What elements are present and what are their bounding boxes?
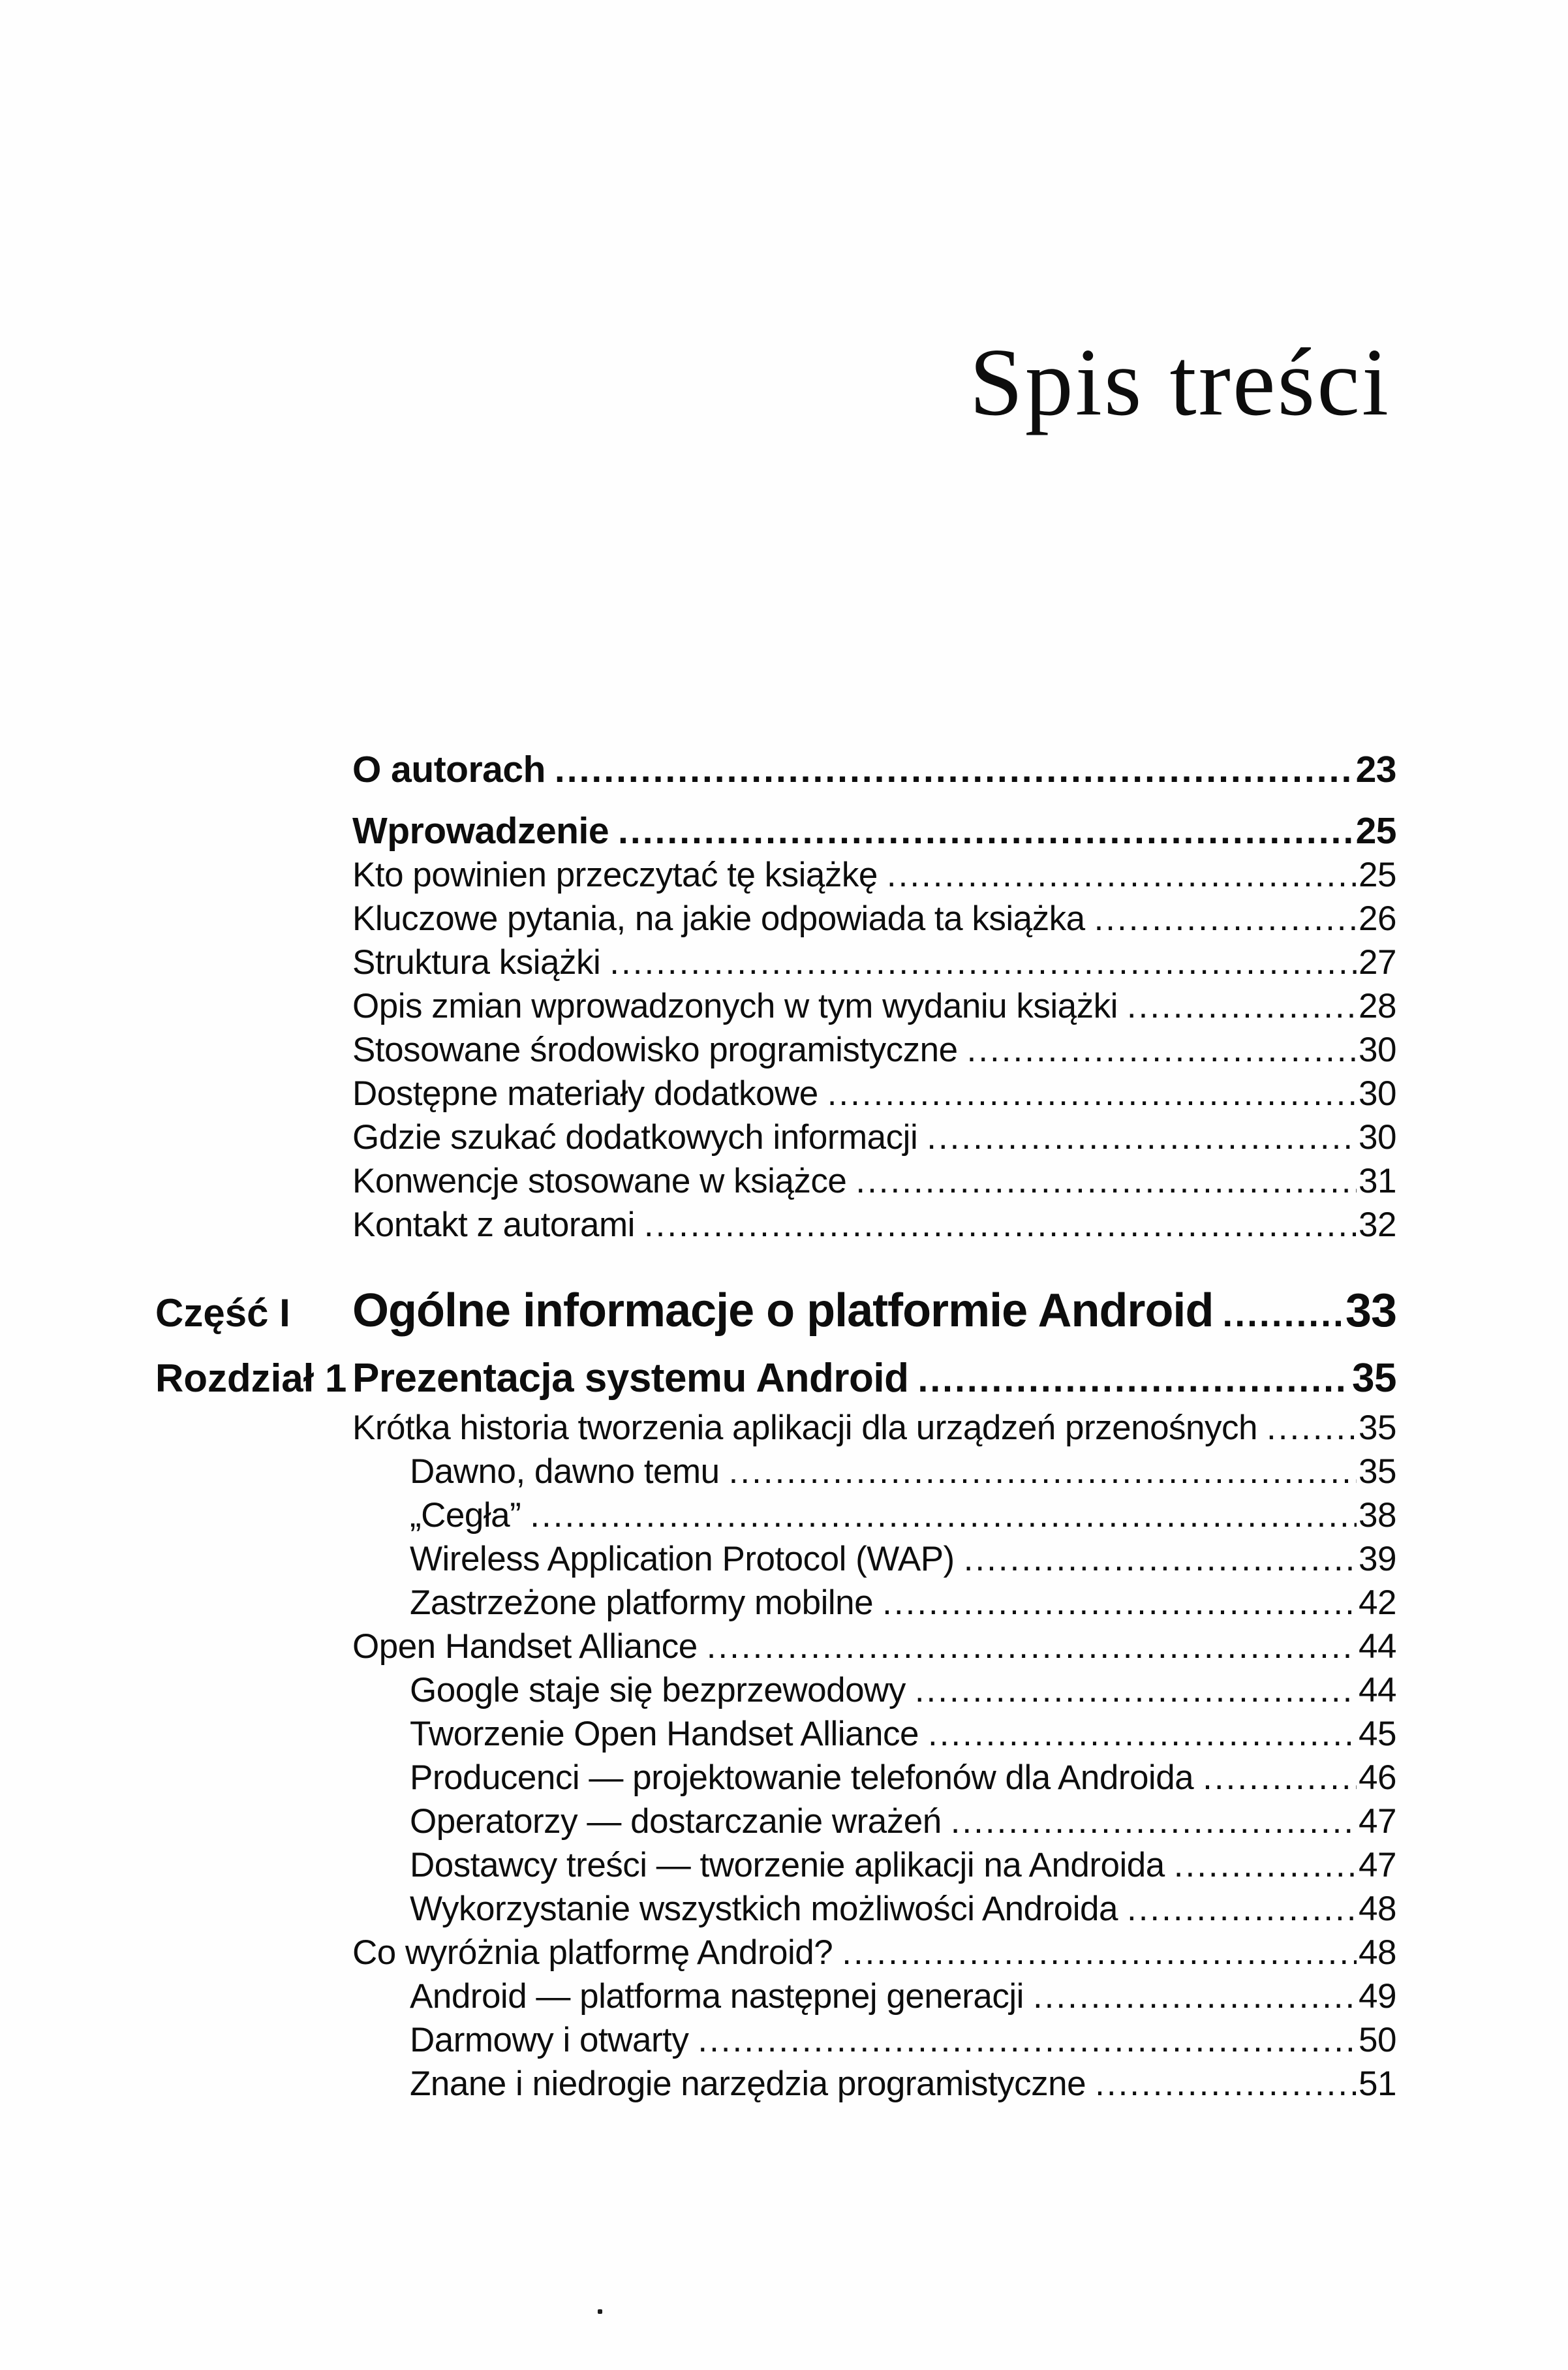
toc-row bbox=[352, 1450, 1396, 1493]
dot-leader bbox=[1203, 1756, 1357, 1800]
toc-page-number: 25 bbox=[1355, 810, 1396, 852]
toc-entry-label: Tworzenie Open Handset Alliance bbox=[410, 1715, 919, 1753]
toc-row bbox=[352, 1887, 1396, 1931]
toc-row bbox=[352, 1974, 1396, 2018]
toc-row bbox=[352, 1159, 1396, 1203]
toc-page-number: 30 bbox=[1359, 1118, 1396, 1157]
toc-page-number: 51 bbox=[1359, 2065, 1396, 2103]
toc-page-number: 33 bbox=[1345, 1285, 1396, 1337]
dot-leader bbox=[1174, 1843, 1357, 1887]
toc-row bbox=[155, 1279, 1396, 1342]
dot-leader bbox=[609, 941, 1357, 984]
toc-row bbox=[352, 1931, 1396, 1974]
dot-leader bbox=[1267, 1406, 1357, 1450]
toc-row bbox=[352, 1406, 1396, 1450]
toc-entry-label: Dawno, dawno temu bbox=[410, 1452, 720, 1491]
toc-page-number: 50 bbox=[1359, 2021, 1396, 2059]
toc-page-number: 26 bbox=[1359, 899, 1396, 938]
dot-leader bbox=[729, 1450, 1357, 1493]
toc-row bbox=[352, 984, 1396, 1028]
toc-page-number: 25 bbox=[1359, 856, 1396, 894]
toc-page-number: 38 bbox=[1359, 1496, 1396, 1535]
toc-entry-label: O autorach bbox=[352, 749, 546, 790]
toc-page-number: 44 bbox=[1359, 1627, 1396, 1666]
toc-entry-label: Ogólne informacje o platformie Android bbox=[352, 1285, 1214, 1337]
toc-entry-label: Konwencje stosowane w książce bbox=[352, 1162, 847, 1200]
dot-leader bbox=[917, 1351, 1350, 1407]
toc-entry-label: Krótka historia tworzenia aplikacji dla urządzeń przenośnych bbox=[352, 1409, 1257, 1447]
dot-leader bbox=[967, 1028, 1357, 1072]
dot-leader bbox=[882, 1581, 1357, 1625]
dot-leader bbox=[1095, 2062, 1357, 2106]
toc-entry-label: Kontakt z autorami bbox=[352, 1206, 635, 1244]
toc-page-number: 48 bbox=[1359, 1890, 1396, 1928]
toc-row bbox=[352, 1756, 1396, 1800]
toc-row bbox=[352, 897, 1396, 941]
dot-leader bbox=[555, 748, 1354, 792]
toc-page-number: 27 bbox=[1359, 943, 1396, 982]
toc-row bbox=[352, 1028, 1396, 1072]
dot-leader bbox=[928, 1712, 1357, 1756]
toc-row bbox=[352, 853, 1396, 897]
dot-leader bbox=[964, 1537, 1357, 1581]
toc-row bbox=[352, 941, 1396, 984]
dot-leader bbox=[951, 1800, 1357, 1843]
toc-page-number: 48 bbox=[1359, 1933, 1396, 1972]
toc-page-number: 31 bbox=[1359, 1162, 1396, 1200]
toc-gutter-label: Część I bbox=[155, 1291, 290, 1335]
toc-entry-label: Wykorzystanie wszystkich możliwości Androida bbox=[410, 1890, 1118, 1928]
toc-entry-label: Dostawcy treści — tworzenie aplikacji na Androida bbox=[410, 1846, 1165, 1884]
dot-leader bbox=[1127, 984, 1357, 1028]
toc-row bbox=[352, 1843, 1396, 1887]
dot-leader bbox=[915, 1668, 1357, 1712]
toc-entry-label: Dostępne materiały dodatkowe bbox=[352, 1074, 818, 1113]
toc-entry-label: Darmowy i otwarty bbox=[410, 2021, 689, 2059]
toc-page-number: 39 bbox=[1359, 1540, 1396, 1578]
dot-leader bbox=[707, 1625, 1357, 1668]
dot-leader bbox=[855, 1159, 1357, 1203]
dot-leader bbox=[927, 1115, 1357, 1159]
toc-entry-label: Kluczowe pytania, na jakie odpowiada ta książka bbox=[352, 899, 1085, 938]
toc-row bbox=[352, 748, 1396, 792]
toc-row bbox=[352, 1115, 1396, 1159]
toc-entry-label: Co wyróżnia platformę Android? bbox=[352, 1933, 833, 1972]
toc-entry-label: Struktura książki bbox=[352, 943, 601, 982]
toc-row bbox=[352, 1203, 1396, 1247]
toc-page-number: 35 bbox=[1359, 1452, 1396, 1491]
toc-page-number: 23 bbox=[1355, 749, 1396, 790]
toc-row bbox=[352, 1625, 1396, 1668]
toc-entry-label: Opis zmian wprowadzonych w tym wydaniu książki bbox=[352, 987, 1118, 1025]
toc-row bbox=[352, 1581, 1396, 1625]
toc-entry-label: „Cegła” bbox=[410, 1496, 521, 1535]
toc-entry-label: Open Handset Alliance bbox=[352, 1627, 698, 1666]
toc-entry-label: Android — platforma następnej generacji bbox=[410, 1977, 1024, 2016]
toc-page-number: 46 bbox=[1359, 1758, 1396, 1797]
toc-row bbox=[352, 809, 1396, 853]
toc-row bbox=[352, 1072, 1396, 1115]
toc-page-number: 49 bbox=[1359, 1977, 1396, 2016]
toc-row bbox=[352, 2018, 1396, 2062]
toc-entry-label: Prezentacja systemu Android bbox=[352, 1356, 909, 1401]
toc-entry-label: Znane i niedrogie narzędzia programistyczne bbox=[410, 2065, 1086, 2103]
toc-row bbox=[352, 1712, 1396, 1756]
toc-entry-label: Wireless Application Protocol (WAP) bbox=[410, 1540, 955, 1578]
dot-leader bbox=[644, 1203, 1357, 1247]
toc-gutter-label: Rozdział 1 bbox=[155, 1356, 347, 1400]
toc-page-number: 47 bbox=[1359, 1846, 1396, 1884]
toc-entry-label: Operatorzy — dostarczanie wrażeń bbox=[410, 1802, 942, 1841]
dot-leader bbox=[698, 2018, 1357, 2062]
toc-entry-label: Zastrzeżone platformy mobilne bbox=[410, 1583, 874, 1622]
toc-page-number: 45 bbox=[1359, 1715, 1396, 1753]
dot-leader bbox=[887, 853, 1357, 897]
dot-leader bbox=[618, 809, 1354, 853]
toc-page-number: 47 bbox=[1359, 1802, 1396, 1841]
toc-page-number: 28 bbox=[1359, 987, 1396, 1025]
toc-page-number: 42 bbox=[1359, 1583, 1396, 1622]
toc-row bbox=[155, 1351, 1396, 1406]
scan-artifact-dot bbox=[598, 2309, 602, 2314]
page-title: Spis treści bbox=[969, 329, 1391, 436]
toc-row bbox=[352, 1800, 1396, 1843]
dot-leader bbox=[1094, 897, 1357, 941]
toc-row bbox=[352, 2062, 1396, 2106]
dot-leader bbox=[827, 1072, 1357, 1115]
toc-entry-label: Google staje się bezprzewodowy bbox=[410, 1671, 906, 1709]
dot-leader bbox=[842, 1931, 1357, 1974]
toc-page-number: 35 bbox=[1352, 1356, 1396, 1401]
dot-leader bbox=[1033, 1974, 1357, 2018]
toc-row bbox=[352, 1668, 1396, 1712]
toc-entry-label: Wprowadzenie bbox=[352, 810, 609, 852]
toc-entry-label: Gdzie szukać dodatkowych informacji bbox=[352, 1118, 918, 1157]
toc-row bbox=[352, 1537, 1396, 1581]
toc-row bbox=[352, 1493, 1396, 1537]
toc-entry-label: Stosowane środowisko programistyczne bbox=[352, 1031, 958, 1069]
dot-leader bbox=[1127, 1887, 1357, 1931]
toc-entry-label: Producenci — projektowanie telefonów dla Androida bbox=[410, 1758, 1194, 1797]
toc-page-number: 35 bbox=[1359, 1409, 1396, 1447]
toc-list bbox=[155, 748, 1396, 2106]
toc-page-number: 30 bbox=[1359, 1074, 1396, 1113]
toc-page-number: 30 bbox=[1359, 1031, 1396, 1069]
toc-page-number: 44 bbox=[1359, 1671, 1396, 1709]
dot-leader bbox=[1222, 1279, 1343, 1345]
dot-leader bbox=[530, 1493, 1357, 1537]
toc-entry-label: Kto powinien przeczytać tę książkę bbox=[352, 856, 878, 894]
toc-page-number: 32 bbox=[1359, 1206, 1396, 1244]
